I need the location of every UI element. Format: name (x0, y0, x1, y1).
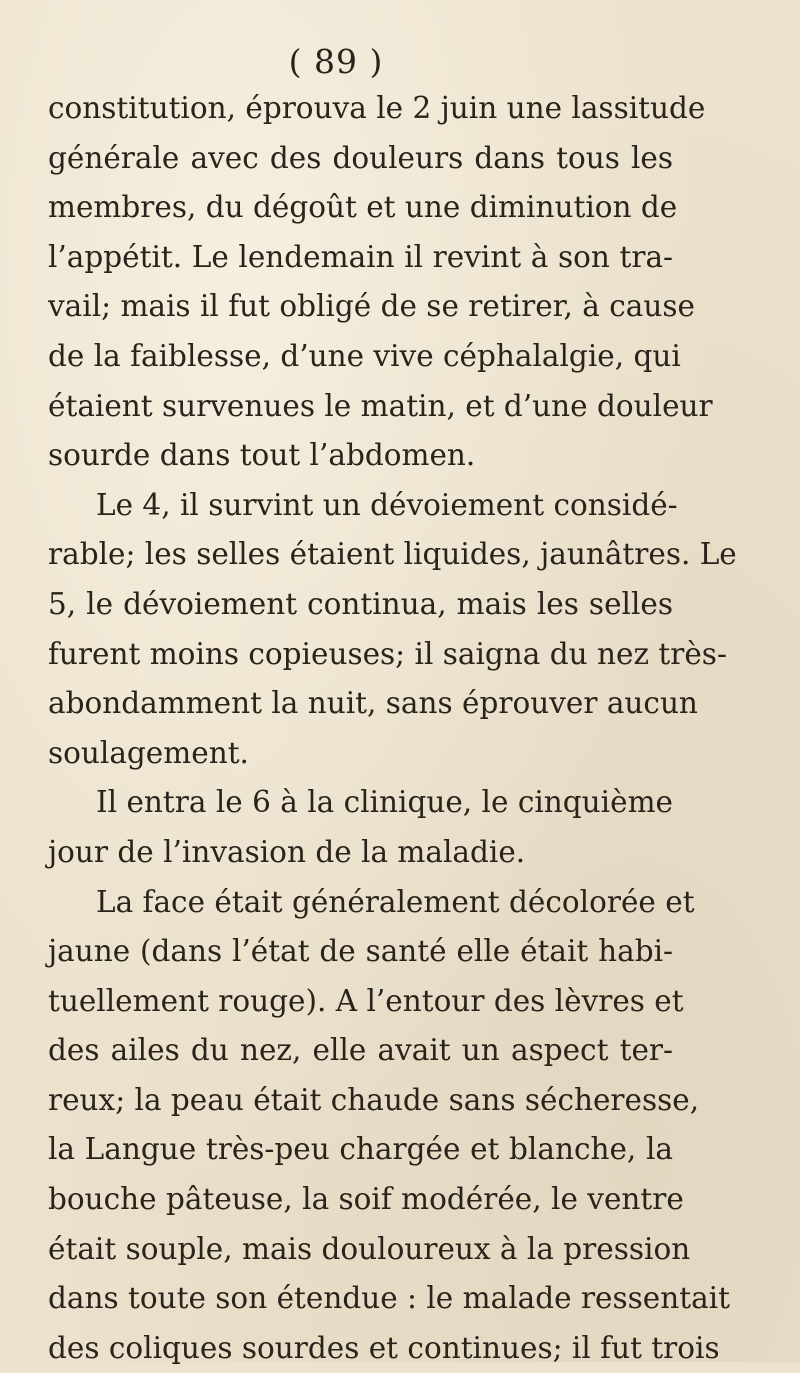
text-line: de la faiblesse, d’une vive céphalalgie, qui (48, 338, 681, 373)
text-line: étaient survenues le matin, et d’une douleur (48, 388, 713, 423)
text-line: l’appétit. Le lendemain il revint à son tra- (48, 239, 673, 274)
text-line: constitution, éprouva le 2 juin une lassitude (48, 91, 706, 125)
text-line: jour de l’invasion de la maladie. (48, 834, 526, 869)
text-line: vail; mais il fut obligé de se retirer, à cause (48, 289, 695, 324)
text-line: abondamment la nuit, sans éprouver aucun (48, 686, 698, 721)
text-line: rable; les selles étaient liquides, jaunâtres. Le (48, 537, 737, 572)
text-line: Il entra le 6 à la clinique, le cinquième (96, 785, 673, 820)
page-number: ( 89 ) (288, 42, 384, 81)
text-line: générale avec des douleurs dans tous les (48, 140, 673, 175)
text-line: tuellement rouge). A l’entour des lèvres et (48, 983, 684, 1018)
text-line: des coliques sourdes et continues; il fut trois (48, 1330, 720, 1365)
text-line: était souple, mais douloureux à la pression (48, 1231, 691, 1266)
text-line: reux; la peau était chaude sans sécheresse, (48, 1082, 700, 1117)
text-line: des ailes du nez, elle avait un aspect ter- (48, 1033, 673, 1068)
text-line: membres, du dégoût et une diminution de (48, 190, 678, 225)
text-line: La face était généralement décolorée et (96, 884, 695, 919)
text-line: dans toute son étendue : le malade ressentait (48, 1281, 730, 1316)
text-line: la Langue très-peu chargée et blanche, la (48, 1132, 673, 1167)
text-line: furent moins copieuses; il saigna du nez très- (48, 636, 727, 671)
text-line: jaune (dans l’état de santé elle était habi- (48, 934, 673, 969)
text-line: Le 4, il survint un dévoiement considé- (96, 487, 678, 522)
text-line: sourde dans tout l’abdomen. (48, 438, 476, 473)
body-text (48, 84, 737, 1373)
text-line: 5, le dévoiement continua, mais les selles (48, 586, 673, 621)
text-line: bouche pâteuse, la soif modérée, le ventre (48, 1182, 684, 1217)
text-line: soulagement. (48, 735, 249, 770)
